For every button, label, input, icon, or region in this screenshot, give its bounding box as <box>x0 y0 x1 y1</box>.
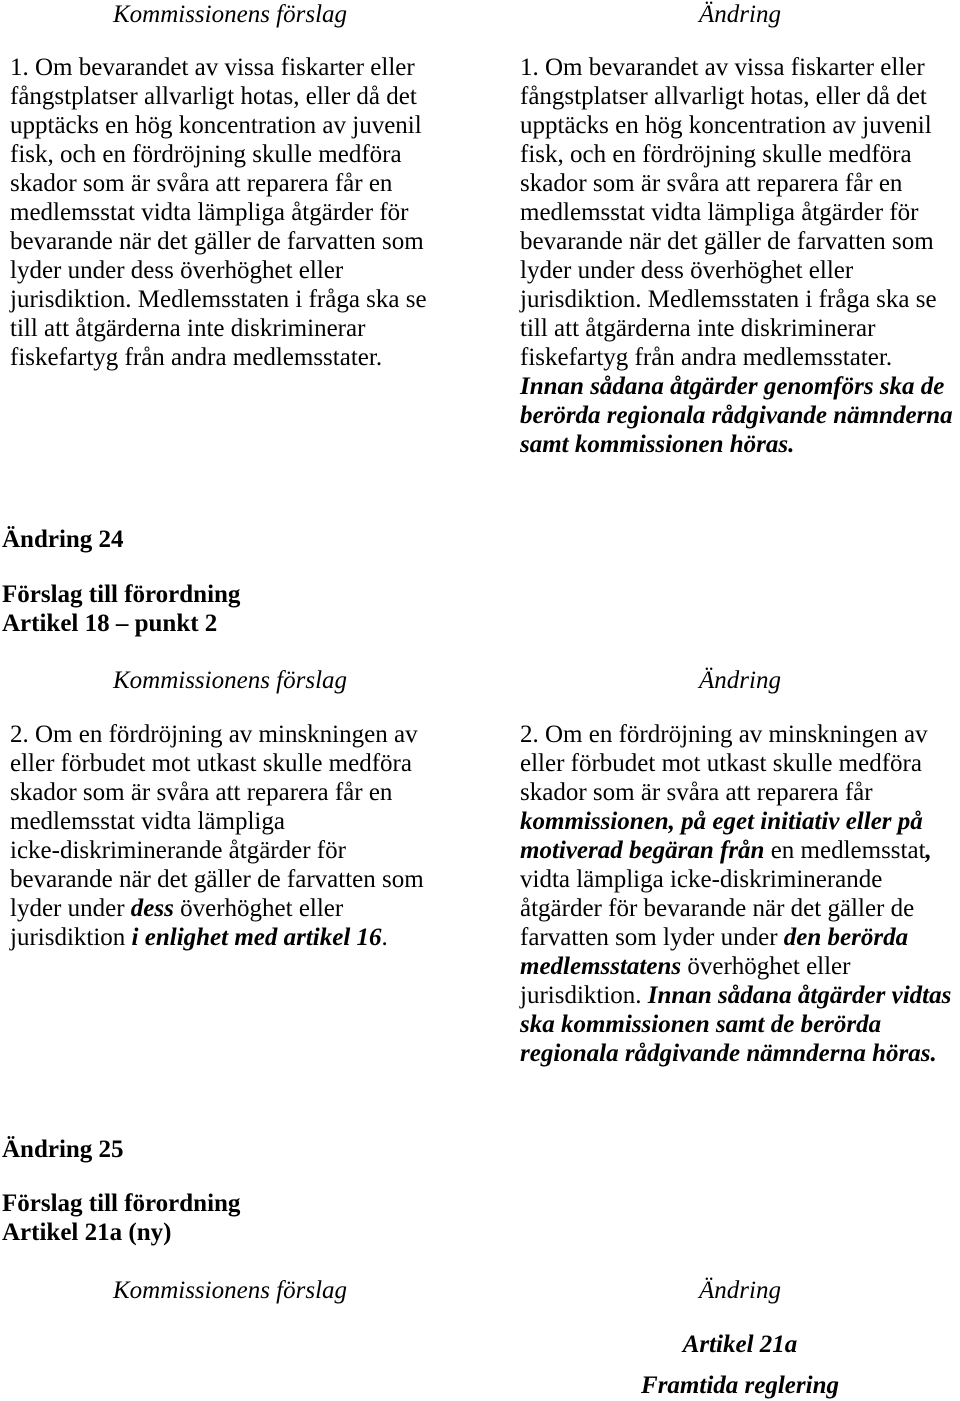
text-line <box>520 720 960 749</box>
text-segment: fisk, och en fördröjning skulle medföra <box>520 141 912 168</box>
text-segment: upptäcks en hög koncentration av juvenil <box>520 112 932 139</box>
text-segment: bevarande när det gäller de farvatten som <box>10 866 424 893</box>
text-line <box>10 198 450 227</box>
text-line <box>520 981 960 1010</box>
text-line <box>520 169 960 198</box>
emphasized-text: , <box>925 837 932 864</box>
text-segment: skador som är svåra att reparera får <box>520 779 873 806</box>
text-line <box>520 865 960 894</box>
emphasized-text: i enlighet med artikel 16 <box>131 924 382 951</box>
text-line <box>10 778 450 807</box>
commission-proposal-text <box>10 53 450 372</box>
text-line <box>520 111 960 140</box>
text-segment: 2. Om en fördröjning av minskningen av <box>520 721 928 748</box>
column-header-commission-proposal: Kommissionens förslag <box>112 1 348 28</box>
text-segment: jurisdiktion. Medlemsstaten i fråga ska se <box>520 286 937 313</box>
text-line <box>520 140 960 169</box>
text-segment: jurisdiktion. Medlemsstaten i fråga ska se <box>10 286 427 313</box>
text-segment: 1. Om bevarandet av vissa fiskarter eller <box>520 54 925 81</box>
text-line <box>10 227 450 256</box>
emphasized-text: regionala rådgivande nämnderna höras. <box>520 1040 937 1067</box>
emphasized-text: kommissionen, på eget initiativ eller på <box>520 808 923 835</box>
text-line <box>520 372 960 401</box>
text-line <box>10 720 450 749</box>
text-segment: . <box>381 924 388 951</box>
text-segment: åtgärder för bevarande när det gäller de <box>520 895 915 922</box>
text-line <box>520 198 960 227</box>
column-header-commission-proposal: Kommissionens förslag <box>112 667 348 694</box>
text-line <box>520 401 960 430</box>
text-segment: skador som är svåra att reparera får en <box>10 170 393 197</box>
new-article-heading: Framtida reglering <box>641 1372 839 1399</box>
text-segment: bevarande när det gäller de farvatten som <box>10 228 424 255</box>
text-line <box>10 894 450 923</box>
amendment-text <box>520 720 960 1068</box>
emphasized-text: motiverad begäran från <box>520 837 765 864</box>
text-line <box>10 140 450 169</box>
article-reference: Artikel 18 – punkt 2 <box>2 610 218 637</box>
text-segment: icke-diskriminerande åtgärder för <box>10 837 346 864</box>
text-line <box>520 343 960 372</box>
text-segment: jurisdiktion. <box>520 982 648 1009</box>
amendment-number: Ändring 24 <box>2 526 124 553</box>
text-line <box>520 430 960 459</box>
column-header-amendment: Ändring <box>699 667 781 694</box>
text-line <box>10 314 450 343</box>
emphasized-text: den berörda <box>783 924 909 951</box>
new-article-title: Artikel 21a <box>682 1331 798 1358</box>
text-segment: medlemsstat vidta lämpliga <box>10 808 285 835</box>
amendment-text <box>520 53 960 459</box>
emphasized-text: ska kommissionen samt de berörda <box>520 1011 882 1038</box>
text-segment: överhöghet eller <box>681 953 851 980</box>
text-line <box>10 807 450 836</box>
text-segment: lyder under <box>10 895 131 922</box>
text-line <box>520 314 960 343</box>
text-line <box>520 53 960 82</box>
text-line <box>520 749 960 778</box>
commission-proposal-text <box>10 720 450 952</box>
text-line <box>10 343 450 372</box>
text-line <box>520 778 960 807</box>
text-line <box>10 836 450 865</box>
text-line <box>10 923 450 952</box>
proposal-label: Förslag till förordning <box>2 581 241 608</box>
text-segment: jurisdiktion <box>10 924 132 951</box>
text-segment: till att åtgärderna inte diskriminerar <box>10 315 366 342</box>
text-segment: vidta lämpliga icke-diskriminerande <box>520 866 883 893</box>
article-reference: Artikel 21a (ny) <box>2 1219 172 1246</box>
text-line <box>520 227 960 256</box>
text-segment: fångstplatser allvarligt hotas, eller då det <box>520 83 927 110</box>
text-segment: lyder under dess överhöghet eller <box>10 257 344 284</box>
text-segment: medlemsstat vidta lämpliga åtgärder för <box>10 199 409 226</box>
text-segment: eller förbudet mot utkast skulle medföra <box>520 750 922 777</box>
amendment-number: Ändring 25 <box>2 1136 124 1163</box>
text-segment: en medlemsstat <box>764 837 926 864</box>
text-line <box>520 894 960 923</box>
text-line <box>520 952 960 981</box>
text-line <box>520 1010 960 1039</box>
column-header-amendment: Ändring <box>699 1277 781 1304</box>
text-line <box>10 111 450 140</box>
proposal-label: Förslag till förordning <box>2 1190 241 1217</box>
text-line <box>520 836 960 865</box>
emphasized-text: Innan sådana åtgärder vidtas <box>647 982 952 1009</box>
text-line <box>520 285 960 314</box>
text-line <box>10 256 450 285</box>
emphasized-text: dess <box>130 895 174 922</box>
text-segment: bevarande när det gäller de farvatten som <box>520 228 934 255</box>
text-segment: överhöghet eller <box>173 895 344 922</box>
text-line <box>520 82 960 111</box>
column-header-amendment: Ändring <box>699 1 781 28</box>
text-segment: eller förbudet mot utkast skulle medföra <box>10 750 412 777</box>
emphasized-text: samt kommissionen höras. <box>520 431 795 458</box>
text-line <box>10 53 450 82</box>
text-line <box>10 285 450 314</box>
emphasized-text: berörda regionala rådgivande nämnderna <box>520 402 953 429</box>
text-segment: 1. Om bevarandet av vissa fiskarter eller <box>10 54 415 81</box>
text-segment: upptäcks en hög koncentration av juvenil <box>10 112 422 139</box>
text-line <box>520 807 960 836</box>
text-segment: fiskefartyg från andra medlemsstater. <box>520 344 893 371</box>
text-segment: 2. Om en fördröjning av minskningen av <box>10 721 418 748</box>
text-line <box>520 923 960 952</box>
column-header-commission-proposal: Kommissionens förslag <box>112 1277 348 1304</box>
emphasized-text: medlemsstatens <box>520 953 682 980</box>
emphasized-text: Innan sådana åtgärder genomförs ska de <box>520 373 945 400</box>
text-segment: fångstplatser allvarligt hotas, eller då det <box>10 83 417 110</box>
text-segment: lyder under dess överhöghet eller <box>520 257 854 284</box>
text-line <box>10 749 450 778</box>
text-segment: medlemsstat vidta lämpliga åtgärder för <box>520 199 919 226</box>
text-line <box>520 1039 960 1068</box>
text-segment: till att åtgärderna inte diskriminerar <box>520 315 876 342</box>
text-segment: fiskefartyg från andra medlemsstater. <box>10 344 383 371</box>
text-line <box>10 169 450 198</box>
text-line <box>520 256 960 285</box>
text-segment: skador som är svåra att reparera får en <box>10 779 393 806</box>
text-segment: farvatten som lyder under <box>520 924 784 951</box>
text-line <box>10 82 450 111</box>
text-segment: skador som är svåra att reparera får en <box>520 170 903 197</box>
text-segment: fisk, och en fördröjning skulle medföra <box>10 141 402 168</box>
text-line <box>10 865 450 894</box>
